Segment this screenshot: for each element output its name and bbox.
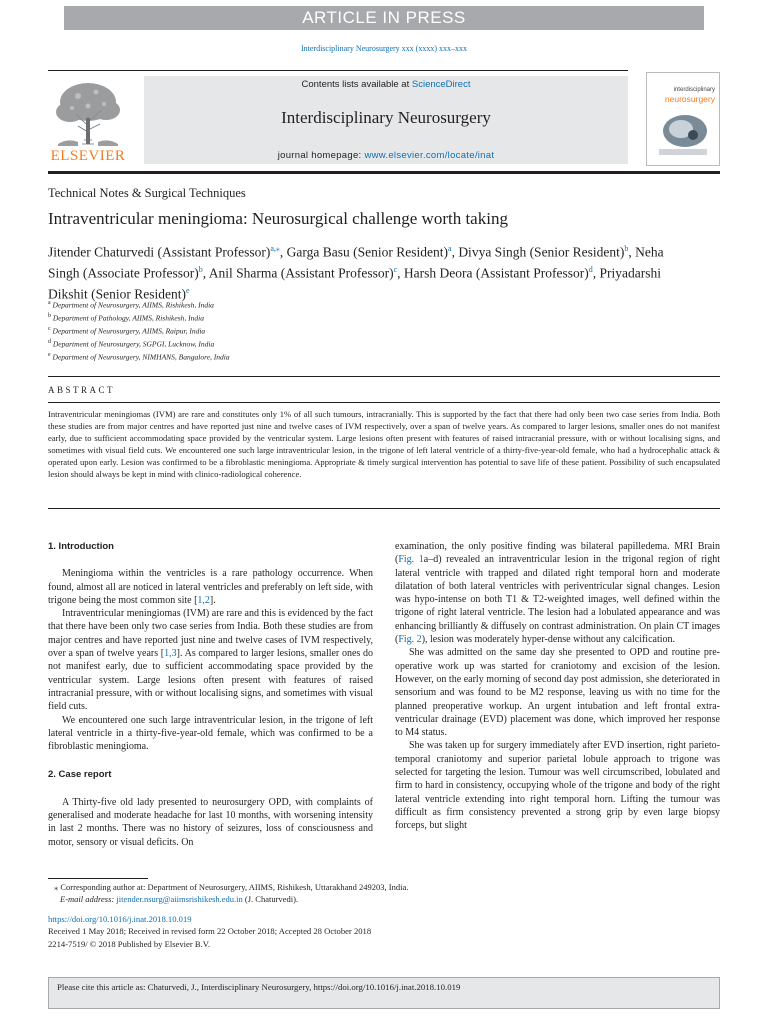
author-name: Harsh Deora (Assistant Professor)	[403, 265, 589, 281]
article-section-label: Technical Notes & Surgical Techniques	[48, 186, 246, 200]
abstract-rule-mid	[48, 402, 720, 403]
homepage-prefix: journal homepage:	[277, 150, 365, 161]
masthead-rule	[48, 171, 720, 174]
copyright-line: 2214-7519/ © 2018 Published by Elsevier B.V.	[48, 938, 211, 949]
author-affiliation-marker[interactable]: e	[186, 286, 190, 295]
intro-paragraph-3: We encountered one such large intraventricular lesion, in the trigone of left lateral ventricle in a thirty-five-year-old female, which was confirmed to be a fibroblastic meningioma.	[48, 714, 373, 753]
intro-paragraph-1: Meningioma within the ventricles is a rare pathology occurrence. When found, almost all are noticed in lateral ventricles and preferably on left side, with trigone being the most common site [1,2].	[48, 568, 373, 606]
affiliation-list	[48, 298, 648, 363]
article-title: Intraventricular meningioma: Neurosurgical challenge worth taking	[48, 209, 508, 228]
right-column	[395, 540, 720, 833]
case-paragraph-3: She was admitted on the same day she presented to OPD and routine pre-operative work up was started for craniotomy and excision of the lesion. However, on the early morning of second day post admission, she deteriorated in sensorium and was found to be M2 response, leaving us with no time for the planned preoperative workup. An urgent intubation and left frontal extra-ventricular drainage (EVD) placement was done, which improved her response to M4 status.	[395, 647, 720, 739]
corresponding-author-note: ⁎ Corresponding author at: Department of Neurosurgery, AIIMS, Rishikesh, Uttarakhand 249203, India.	[54, 882, 409, 892]
affiliation-item: $^d$ Department of Neurosurgery, SGPGI, Lucknow, India	[48, 339, 215, 349]
email-link[interactable]: jitender.nsurg@aiimsrishikesh.edu.in	[116, 894, 243, 904]
contents-prefix: Contents lists available at	[301, 79, 412, 90]
doi-link[interactable]: https://doi.org/10.1016/j.inat.2018.10.019	[48, 914, 192, 924]
publisher-name: ELSEVIER	[50, 148, 126, 164]
author-affiliation-marker[interactable]: c	[393, 265, 398, 274]
author-name: Jitender Chaturvedi (Assistant Professor)	[48, 244, 271, 260]
citation-text: Please cite this article as: Chaturvedi, J., Interdisciplinary Neurosurgery, https://doi.org/10.1016/j.inat.2018.10.019	[57, 982, 461, 992]
abstract-rule-top	[48, 376, 720, 377]
abstract-rule-bottom	[48, 508, 720, 509]
case-paragraph-2: examination, the only positive finding was bilateral papilledema. MRI Brain (Fig. 1a–d) revealed an intraventricular lesion in the trigonal region of right lateral ventricle with trapped and dilated right temporal horn and moderate dilatation of both lateral ventricles with periventricular signal changes. Lesion was hypo-intense on both T1 & T2-weighted images, well defined within the trigone of right lateral ventricle. The lesion had a lobulated appearance and was enhancing brilliantly & diffusely on contrast administration. On plain CT images (Fig. 2), lesion was moderately hyper-dense without any calcification.	[395, 541, 720, 646]
received-dates: Received 1 May 2018; Received in revised form 22 October 2018; Accepted 28 October 2018	[48, 926, 372, 937]
author-affiliation-marker[interactable]: d	[588, 265, 593, 274]
affiliation-item: $^a$ Department of Neurosurgery, AIIMS, Rishikesh, India	[48, 300, 214, 310]
cover-art-icon	[653, 107, 713, 159]
author-name: Garga Basu (Senior Resident)	[286, 244, 448, 260]
author-name: Anil Sharma (Assistant Professor)	[208, 265, 394, 281]
article-in-press-banner: ARTICLE IN PRESS	[64, 6, 704, 30]
author-affiliation-marker[interactable]: a,⁎	[270, 244, 280, 253]
journal-name: Interdisciplinary Neurosurgery	[281, 108, 491, 127]
affiliation-item: $^e$ Department of Neurosurgery, NIMHANS, Bangalore, India	[48, 352, 230, 362]
contents-line	[144, 79, 628, 90]
journal-cover-thumbnail[interactable]	[646, 72, 720, 166]
abstract-heading: ABSTRACT	[48, 385, 116, 395]
email-line: E-mail address: jitender.nsurg@aiimsrishikesh.edu.in (J. Chaturvedi).	[60, 894, 299, 904]
left-column	[48, 540, 373, 849]
header-rule	[48, 70, 628, 71]
article-metadata	[48, 913, 720, 950]
journal-reference-link[interactable]: Interdisciplinary Neurosurgery xxx (xxxx) xxx–xxx	[300, 44, 468, 53]
author-affiliation-marker[interactable]: b	[198, 265, 203, 274]
footnote-rule	[48, 878, 148, 879]
cover-line1: interdisciplinary	[673, 87, 715, 93]
case-paragraph-1: A Thirty-five old lady presented to neurosurgery OPD, with complaints of generalised and moderate headache for last 10 months, with worsening intensity in last 2 months. There was no history of seizures, loss of consciousness and motor, sensory or visual deficits. On	[48, 796, 373, 848]
homepage-line	[144, 150, 628, 161]
case-report-heading: 2. Case report	[48, 769, 112, 781]
ref-link-1-3[interactable]: 1,3	[164, 648, 177, 660]
elsevier-logo	[48, 78, 128, 164]
author-affiliation-marker[interactable]: b	[624, 244, 629, 253]
journal-homepage-link[interactable]: www.elsevier.com/locate/inat	[364, 150, 495, 161]
fig1-link[interactable]: Fig. 1	[398, 554, 424, 566]
cover-line2: neurosurgery	[664, 94, 715, 104]
footnotes	[48, 881, 720, 905]
ref-link-1-2[interactable]: 1,2	[197, 594, 210, 606]
author-list: Jitender Chaturvedi (Assistant Professor)$^{a,⁎}$, Garga Basu (Senior Resident)$^a$, Divya Singh (Senior Resident)$^b$, Neha Singh (Associate Professor)$^b$, Anil Sharma (Assistant Professor)$^c$, Harsh Deora (Assistant Professor)$^d$, Priyadarshi Dikshit (Senior Resident)$^e$	[48, 244, 664, 302]
introduction-heading: 1. Introduction	[48, 541, 114, 552]
author-affiliation-marker[interactable]: a	[448, 244, 452, 253]
fig2-link[interactable]: Fig. 2	[398, 634, 422, 646]
author-name: Priyadarshi Dikshit (Senior Resident)	[48, 265, 662, 302]
affiliation-item: $^b$ Department of Pathology, AIIMS, Rishikesh, India	[48, 313, 204, 323]
author-name: Neha Singh (Associate Professor)	[48, 244, 664, 281]
case-paragraph-4: She was taken up for surgery immediately after EVD insertion, right parieto-temporal craniotomy and superior parietal lobule approach to trigone was selected for targeting the lesion. Tumour was well circumscribed, lobulated and firm to hard in consistency, occupying whole of the trigone and body of the right lateral ventricle extending into right temporal horn. Lifting the tumour was difficult as firm consistency prevented a strong grip by even large biopsy forceps, but slight	[395, 740, 720, 832]
abstract-text: Intraventricular meningiomas (IVM) are rare and constitutes only 1% of all such tumours, intracranially. This is supported by the fact that there had only been two case series from India. Both these studies are from major centres and have reported just nine and twelve cases of IVM respectively, over a span of twelve years. As compared to larger lesions, smaller ones do not manifest early, due to sufficient accommodating space provided by the ventricular system. Large lesions often present with features of raised intracranial pressure, with or without localising signs, and sometimes with visual field cuts. We encountered one such large intraventricular lesion, in the trigone of left lateral ventricle of a thirty-five-year-old female, who had a hydrocephalic attack & operated upon early. Lesion was confirmed to be a fibroblastic meningioma. Appropriate & timely surgical intervention has potential to save life of these patient. Possibility of such encapsulated lesion should always be kept in mind with clinico-radiological coherence.	[48, 409, 720, 480]
intro-paragraph-2: Intraventricular meningiomas (IVM) are rare and this is evidenced by the fact that there have been only two case series from India. Both these studies are from major centres and have reported just nine and twelve cases of IVM respectively, over a span of twelve years [1,3]. As compared to larger lesions, smaller ones do not manifest early, due to sufficient accommodating space provided by the ventricular system. Large lesions often present with features of raised intracranial pressure, with or without localising signs, and sometimes with visual field cuts.	[48, 608, 373, 713]
sciencedirect-link[interactable]: ScienceDirect	[411, 79, 471, 90]
author-name: Divya Singh (Senior Resident)	[458, 244, 625, 260]
affiliation-item: $^c$ Department of Neurosurgery, AIIMS, Raipur, India	[48, 326, 206, 336]
